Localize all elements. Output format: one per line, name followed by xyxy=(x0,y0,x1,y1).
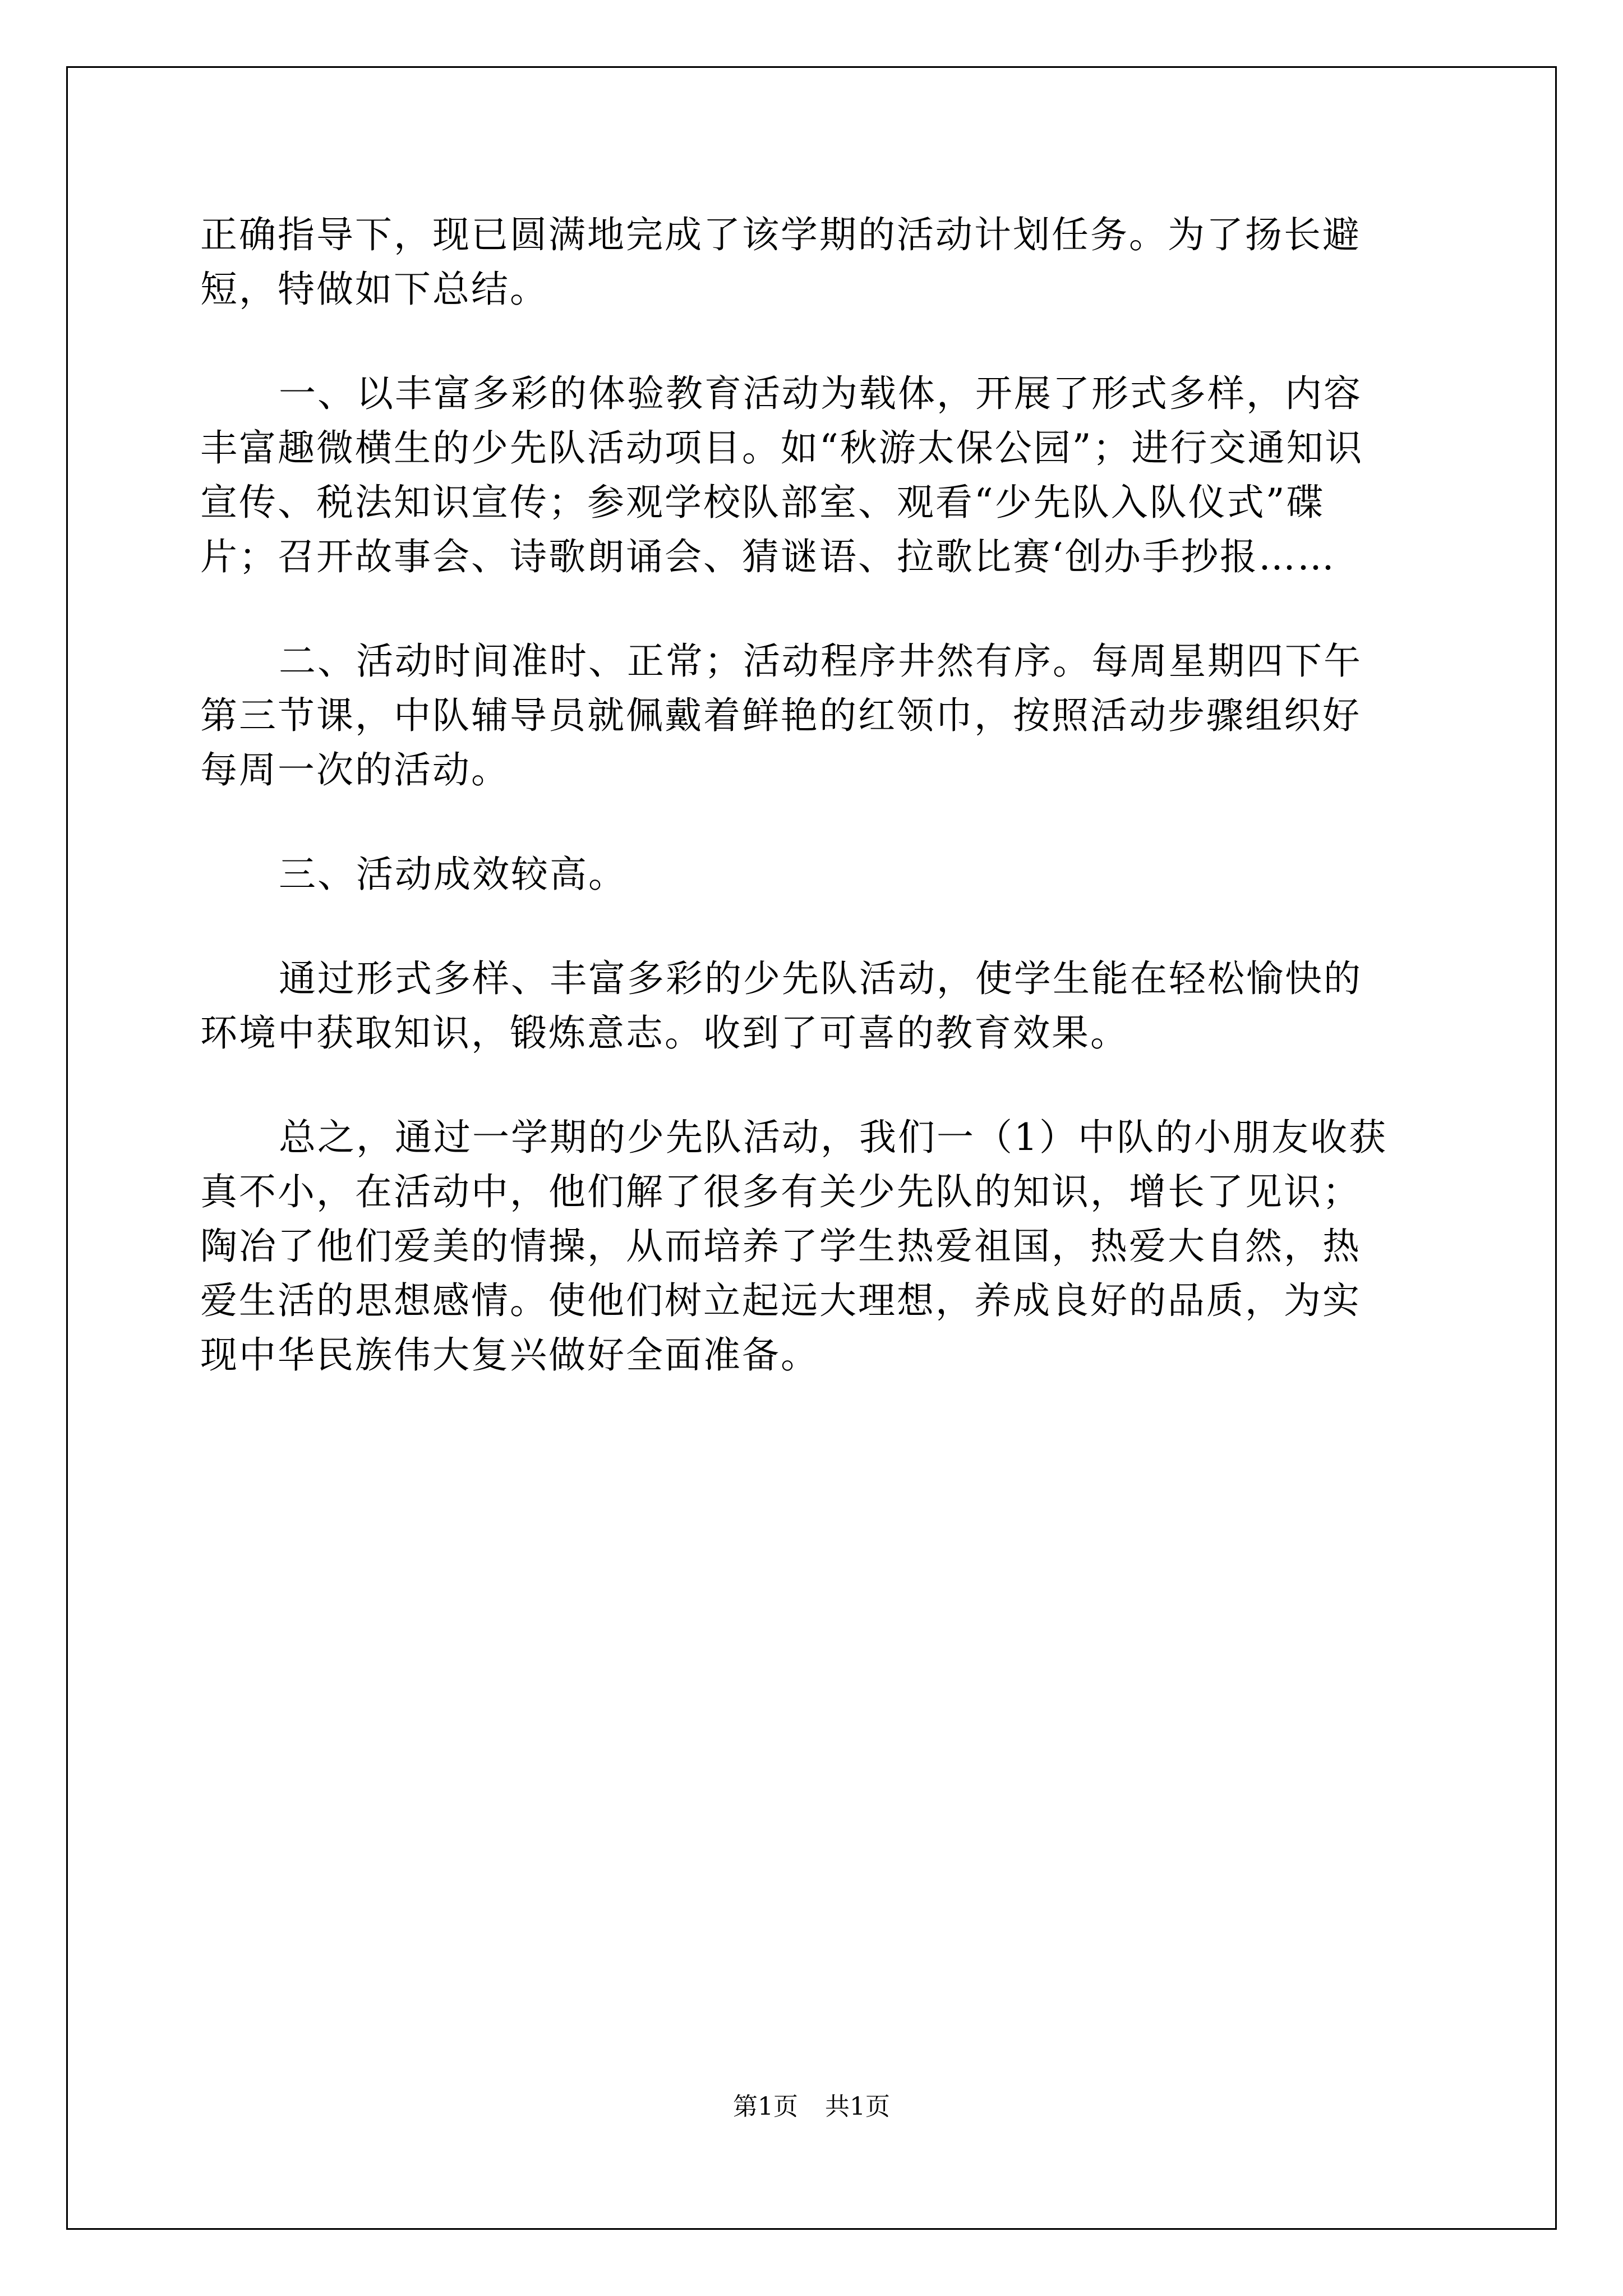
text-line: 陶冶了他们爱美的情操，从而培养了学生热爱祖国，热爱大自然，热 xyxy=(200,1225,1361,1268)
text-line: 环境中获取知识，锻炼意志。收到了可喜的教育效果。 xyxy=(200,1011,1129,1055)
text-line: 片；召开故事会、诗歌朗诵会、猜谜语、拉歌比赛‘创办手抄报…… xyxy=(200,535,1336,578)
section-heading: 三、活动成效较高。 xyxy=(279,853,627,896)
text-line: 爱生活的思想感情。使他们树立起远大理想，养成良好的品质，为实 xyxy=(200,1279,1361,1322)
page-number: 第1页 xyxy=(733,2092,798,2121)
page-total: 共1页 xyxy=(825,2092,890,2121)
text-line: 总之，通过一学期的少先队活动，我们一（1）中队的小朋友收获 xyxy=(279,1116,1387,1159)
page-footer xyxy=(0,2091,1623,2123)
text-line: 正确指导下，现已圆满地完成了该学期的活动计划任务。为了扬长避 xyxy=(200,213,1361,256)
document-body xyxy=(200,208,1426,1382)
text-line: 第三节课，中队辅导员就佩戴着鲜艳的红领巾，按照活动步骤组织好 xyxy=(200,694,1361,737)
text-line: 一、以丰富多彩的体验教育活动为载体，开展了形式多样，内容 xyxy=(279,372,1362,415)
text-line: 通过形式多样、丰富多彩的少先队活动，使学生能在轻松愉快的 xyxy=(279,957,1362,1000)
text-line: 现中华民族伟大复兴做好全面准备。 xyxy=(200,1333,819,1377)
text-line: 真不小，在活动中，他们解了很多有关少先队的知识，增长了见识； xyxy=(200,1170,1361,1213)
text-line: 每周一次的活动。 xyxy=(200,748,510,792)
text-line: 宣传、税法知识宣传；参观学校队部室、观看“少先队入队仪式”碟 xyxy=(200,481,1325,524)
text-line: 二、活动时间准时、正常；活动程序井然有序。每周星期四下午 xyxy=(279,639,1362,683)
text-line: 丰富趣微横生的少先队活动项目。如“秋游太保公园”；进行交通知识 xyxy=(200,426,1364,470)
text-line: 短，特做如下总结。 xyxy=(200,268,548,311)
